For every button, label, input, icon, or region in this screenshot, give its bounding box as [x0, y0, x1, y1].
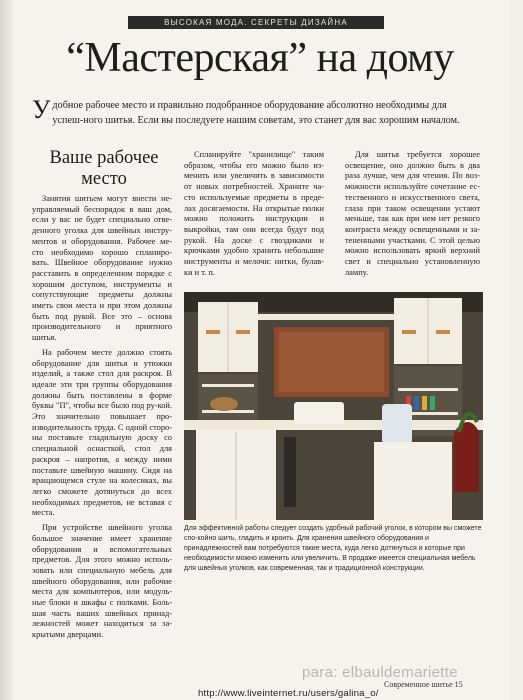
lead-paragraph — [32, 95, 472, 128]
paragraph: На рабочем месте должно стоять оборудование для шитья и утюжки изделий, а также стол для раскроя. В идеале эти три группы оборудования должны быть поставлены в форме буквы "П", чтобы все было под ру-кой. Это значительно повышает про-изводительность труда. С одной сторо-ны поставьте гладильную доску со специальной оснасткой, стол для раскроя – напротив, а между ними поставьте швейную машину. Сидя на вращающемся стуле на колесиках, вы легко сможете дотянуться до всех необходимых предметов, не вставая с места. — [32, 347, 172, 518]
book-spine — [0, 0, 14, 700]
paragraph: При устройстве швейного уголка большое значение имеет хранение оборудования и вспомогательных предметов. Для этого можно исполь-зовать или специальную мебель для швейного оборудования, или рабочие места для компьютеров, или модуль-ные блоки и шкафы с полками. Боль-шая часть ваших швейных принад-лежностей может находиться за за-крытыми дверцами. — [32, 523, 172, 640]
article-column-1 — [32, 194, 172, 645]
drop-cap: У — [32, 95, 51, 124]
section-banner: ВЫСОКАЯ МОДА. СЕКРЕТЫ ДИЗАЙНА — [128, 16, 384, 29]
page-footer: Современное шитье 15 — [384, 680, 463, 689]
sewing-furniture-illustration — [184, 292, 483, 520]
article-column-2 — [184, 150, 324, 278]
paragraph: Занятия шитьем могут внести не-управляемый беспорядок в ваш дом, если у вас не будет специально отве-денного уголка для швейных инстру-ментов и оборудования. Рабочее ме-сто необходимо хорошо спланиро-вать. Швейное оборудование нужно расставить в определенном порядке с хорошим доступом, инструменты и сопутствующие предметы должны иметь свои места и при этом должны быть под рукой. Все это – основа производительного и приятного шитья. — [32, 194, 172, 343]
lead-text: добное рабочее место и правильно подобранное оборудование абсолютно необходимы для успеш-ного шитья. Если вы последуете нашим советам, это станет для вас хорошим началом. — [52, 100, 460, 126]
column-heading: Ваше рабочее место — [49, 148, 159, 189]
source-url: http://www.liveinternet.ru/users/galina_o/ — [198, 688, 379, 699]
article-column-3 — [345, 150, 480, 278]
sewing-room-photo — [184, 292, 483, 520]
page-title: “Мастерская” на дому — [66, 35, 454, 81]
paragraph: Для шитья требуется хорошее освещение, оно должно быть в два раза лучше, чем для чтения. По воз-можности используйте сочетание ес-тественного и искусственного света, глаза при таком освещении устают меньше, так как при нем нет резкого контраста между освещенными и за-тененными участками. С этой целью можно использовать яркий верхний свет и специально установленную лампу. — [345, 150, 480, 277]
watermark: para: elbauldemariette — [302, 664, 458, 681]
paragraph: Спланируйте "хранилище" таким образом, чтобы его можно было из-менить или увеличить в зависимости от новых потребностей. Храните ча-сто используемые предметы в преде-лах досягаемости. На открытые полки можно положить инструкции и выкройки, там они всегда будут под рукой. На доске с гвоздиками и крючками удобно хранить небольшие инструменты и мелочи: нитки, булав-ки и т. п. — [184, 150, 324, 277]
photo-caption: Для эффективной работы следует создать удобный рабочий уголок, в котором вы сможете спо-койно шить, гладить и кроить. Для хранения швейного оборудования и принадлежностей вам потребуются такие места, куда легко дотянуться и которые при необходимости можно изменить или увеличить. В продаже имеется специальная мебель для швейных уголков, как современная, так и традиционной конструкции. — [184, 525, 482, 572]
